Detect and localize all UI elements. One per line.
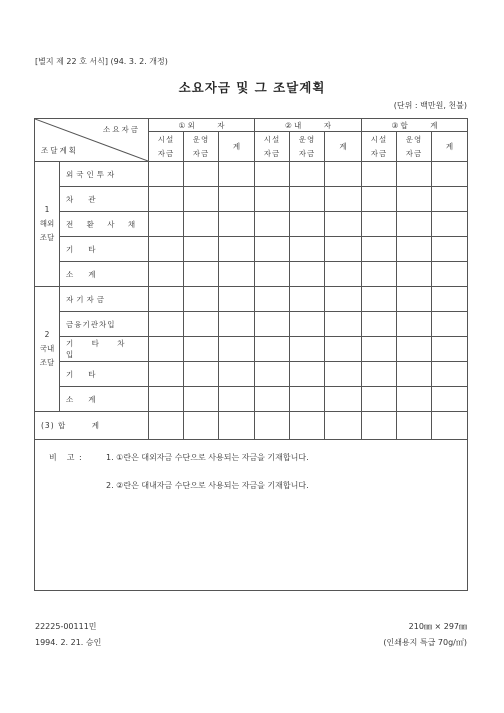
document-title: 소요자금 및 그 조달계획 <box>178 80 326 95</box>
table-row <box>35 212 468 237</box>
input-cell[interactable] <box>255 187 290 212</box>
subcol-operating-funds: 운영 자금 <box>397 132 432 162</box>
row-label-subtotal: 소 계 <box>60 262 149 287</box>
table-row <box>35 387 468 412</box>
input-cell[interactable] <box>184 187 219 212</box>
input-cell[interactable] <box>432 362 468 387</box>
input-cell[interactable] <box>184 412 219 440</box>
input-cell[interactable] <box>325 412 362 440</box>
input-cell[interactable] <box>397 287 432 312</box>
input-cell[interactable] <box>325 187 362 212</box>
input-cell[interactable] <box>362 287 397 312</box>
input-cell[interactable] <box>255 337 290 362</box>
funding-plan-table <box>34 118 468 440</box>
input-cell[interactable] <box>397 162 432 187</box>
input-cell[interactable] <box>432 187 468 212</box>
table-row <box>35 337 468 362</box>
input-cell[interactable] <box>149 362 184 387</box>
input-cell[interactable] <box>325 362 362 387</box>
paper-spec: (인쇄용지 특급 70g/㎡) <box>383 638 467 647</box>
input-cell[interactable] <box>149 237 184 262</box>
input-cell[interactable] <box>290 262 325 287</box>
input-cell[interactable] <box>184 287 219 312</box>
input-cell[interactable] <box>219 162 255 187</box>
input-cell[interactable] <box>255 237 290 262</box>
table-row <box>35 287 468 312</box>
form-reference: [별지 제 22 호 서식] (94. 3. 2. 개정) <box>35 57 168 66</box>
paper-size: 210㎜ × 297㎜ <box>408 622 467 631</box>
input-cell[interactable] <box>362 387 397 412</box>
input-cell[interactable] <box>255 312 290 337</box>
input-cell[interactable] <box>149 412 184 440</box>
input-cell[interactable] <box>325 337 362 362</box>
row-label: 차 관 <box>60 187 149 212</box>
input-cell[interactable] <box>219 212 255 237</box>
input-cell[interactable] <box>362 362 397 387</box>
input-cell[interactable] <box>219 187 255 212</box>
input-cell[interactable] <box>397 337 432 362</box>
table-row-total <box>35 412 468 440</box>
input-cell[interactable] <box>255 287 290 312</box>
input-cell[interactable] <box>219 387 255 412</box>
input-cell[interactable] <box>432 162 468 187</box>
input-cell[interactable] <box>325 212 362 237</box>
input-cell[interactable] <box>432 312 468 337</box>
input-cell[interactable] <box>432 387 468 412</box>
input-cell[interactable] <box>184 262 219 287</box>
input-cell[interactable] <box>149 312 184 337</box>
col-group-domestic-capital: ② 내 자 <box>255 119 362 132</box>
input-cell[interactable] <box>184 162 219 187</box>
input-cell[interactable] <box>184 237 219 262</box>
input-cell[interactable] <box>149 212 184 237</box>
row-label-subtotal: 소 계 <box>60 387 149 412</box>
approval-date: 1994. 2. 21. 승인 <box>35 638 102 647</box>
table-row <box>35 312 468 337</box>
input-cell[interactable] <box>325 162 362 187</box>
note-item-2: 2. ②란은 대내자금 수단으로 사용되는 자금을 기재합니다. <box>106 481 309 490</box>
input-cell[interactable] <box>290 287 325 312</box>
input-cell[interactable] <box>397 312 432 337</box>
input-cell[interactable] <box>219 237 255 262</box>
input-cell[interactable] <box>397 187 432 212</box>
input-cell[interactable] <box>325 287 362 312</box>
row-label: 기 타 차 입 <box>60 337 149 362</box>
input-cell[interactable] <box>219 337 255 362</box>
input-cell[interactable] <box>290 162 325 187</box>
row-label: 전 환 사 채 <box>60 212 149 237</box>
input-cell[interactable] <box>362 162 397 187</box>
input-cell[interactable] <box>255 262 290 287</box>
input-cell[interactable] <box>325 312 362 337</box>
group-label-overseas: 1 해외 조달 <box>35 162 60 287</box>
input-cell[interactable] <box>432 262 468 287</box>
input-cell[interactable] <box>397 387 432 412</box>
input-cell[interactable] <box>219 312 255 337</box>
row-label: 외국인투자 <box>60 162 149 187</box>
input-cell[interactable] <box>362 187 397 212</box>
corner-label-funding-plan: 조달계획 <box>41 146 78 155</box>
input-cell[interactable] <box>184 337 219 362</box>
input-cell[interactable] <box>219 412 255 440</box>
input-cell[interactable] <box>290 362 325 387</box>
input-cell[interactable] <box>255 162 290 187</box>
input-cell[interactable] <box>149 337 184 362</box>
input-cell[interactable] <box>255 412 290 440</box>
input-cell[interactable] <box>290 187 325 212</box>
table-row <box>35 237 468 262</box>
input-cell[interactable] <box>432 287 468 312</box>
input-cell[interactable] <box>362 337 397 362</box>
input-cell[interactable] <box>397 237 432 262</box>
subcol-sum: 계 <box>325 132 362 162</box>
input-cell[interactable] <box>325 262 362 287</box>
input-cell[interactable] <box>290 387 325 412</box>
subcol-sum: 계 <box>432 132 468 162</box>
group-label-domestic: 2 국내 조달 <box>35 287 60 412</box>
table-row <box>35 162 468 187</box>
input-cell[interactable] <box>397 412 432 440</box>
subcol-facility-funds: 시설 자금 <box>149 132 184 162</box>
input-cell[interactable] <box>432 212 468 237</box>
form-code: 22225-00111민 <box>35 622 97 631</box>
input-cell[interactable] <box>184 362 219 387</box>
col-group-total: ③ 합 계 <box>362 119 468 132</box>
subcol-operating-funds: 운영 자금 <box>290 132 325 162</box>
row-label: 자기자금 <box>60 287 149 312</box>
input-cell[interactable] <box>255 362 290 387</box>
notes-label: 비 고 : <box>49 453 83 462</box>
row-label: 기 타 <box>60 237 149 262</box>
input-cell[interactable] <box>149 387 184 412</box>
input-cell[interactable] <box>397 262 432 287</box>
row-label: 금융기관차입 <box>60 312 149 337</box>
input-cell[interactable] <box>325 387 362 412</box>
input-cell[interactable] <box>362 237 397 262</box>
unit-note: (단위 : 백만원, 천불) <box>393 101 467 110</box>
row-label-total: (3) 합 계 <box>35 412 149 440</box>
note-item-1: 1. ①란은 대외자금 수단으로 사용되는 자금을 기재합니다. <box>106 453 309 462</box>
input-cell[interactable] <box>362 212 397 237</box>
table-row <box>35 262 468 287</box>
input-cell[interactable] <box>149 287 184 312</box>
input-cell[interactable] <box>290 337 325 362</box>
input-cell[interactable] <box>362 412 397 440</box>
input-cell[interactable] <box>219 362 255 387</box>
subcol-operating-funds: 운영 자금 <box>184 132 219 162</box>
input-cell[interactable] <box>290 412 325 440</box>
input-cell[interactable] <box>432 412 468 440</box>
corner-label-required-funds: 소요자금 <box>103 125 140 134</box>
input-cell[interactable] <box>362 312 397 337</box>
subcol-sum: 계 <box>219 132 255 162</box>
table-row <box>35 187 468 212</box>
input-cell[interactable] <box>397 212 432 237</box>
input-cell[interactable] <box>184 212 219 237</box>
corner-header-cell <box>35 119 149 162</box>
input-cell[interactable] <box>255 212 290 237</box>
table-row <box>35 362 468 387</box>
input-cell[interactable] <box>290 237 325 262</box>
input-cell[interactable] <box>432 237 468 262</box>
input-cell[interactable] <box>219 287 255 312</box>
input-cell[interactable] <box>149 187 184 212</box>
input-cell[interactable] <box>184 312 219 337</box>
input-cell[interactable] <box>325 237 362 262</box>
input-cell[interactable] <box>184 387 219 412</box>
subcol-facility-funds: 시설 자금 <box>255 132 290 162</box>
input-cell[interactable] <box>432 337 468 362</box>
input-cell[interactable] <box>290 312 325 337</box>
input-cell[interactable] <box>397 362 432 387</box>
subcol-facility-funds: 시설 자금 <box>362 132 397 162</box>
input-cell[interactable] <box>219 262 255 287</box>
input-cell[interactable] <box>290 212 325 237</box>
input-cell[interactable] <box>362 262 397 287</box>
input-cell[interactable] <box>149 162 184 187</box>
input-cell[interactable] <box>149 262 184 287</box>
row-label: 기 타 <box>60 362 149 387</box>
input-cell[interactable] <box>255 387 290 412</box>
col-group-foreign-capital: ① 외 자 <box>149 119 255 132</box>
